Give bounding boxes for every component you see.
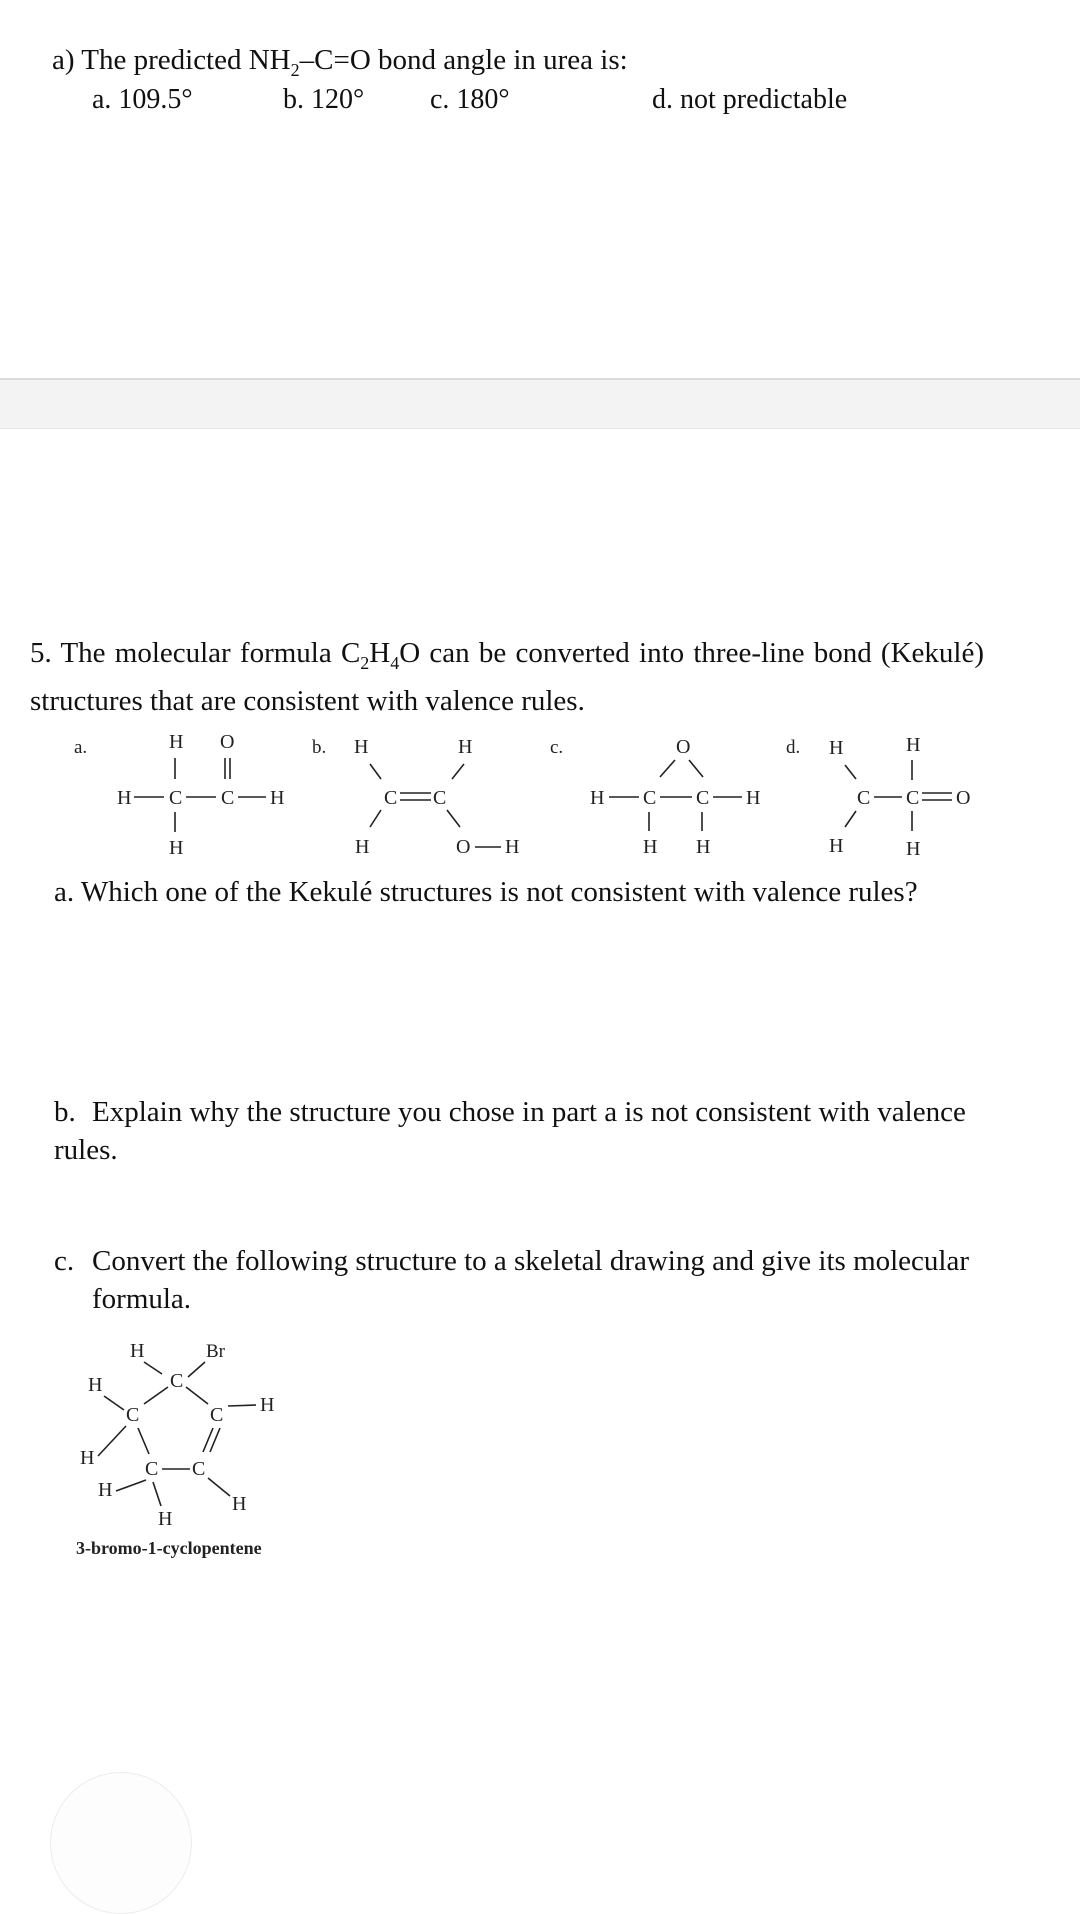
svg-text:C: C	[169, 787, 183, 809]
svg-text:C: C	[145, 1458, 159, 1480]
structure-caption: 3-bromo-1-cyclopentene	[76, 1538, 262, 1558]
bond	[144, 1362, 162, 1374]
structure-a	[74, 731, 284, 859]
question-5-intro: 5. The molecular formula $C_2H_4O$ can be converted into three-line bond (Kekulé) structures that are consistent with valence rules.	[30, 637, 984, 717]
svg-text:H: H	[696, 836, 711, 858]
svg-text:H: H	[829, 835, 844, 857]
bond	[228, 1405, 256, 1406]
part-c-question: c. Convert the following structure to a skeletal drawing and give its molecular formula.	[54, 1245, 970, 1315]
svg-text:Br: Br	[206, 1341, 225, 1362]
part-a-question: a. Which one of the Kekulé structures is not consistent with valence rules?	[54, 876, 918, 908]
bond	[660, 760, 675, 777]
svg-text:H: H	[643, 836, 658, 858]
svg-text:O: O	[220, 731, 235, 753]
bond	[452, 764, 464, 779]
svg-text:H: H	[354, 736, 369, 758]
structure-c	[550, 736, 760, 858]
svg-text:C: C	[210, 1404, 224, 1426]
svg-text:H: H	[130, 1340, 145, 1362]
bond	[186, 1387, 208, 1404]
svg-text:H: H	[169, 731, 184, 753]
structure-b-label: b.	[312, 737, 327, 758]
bond	[447, 810, 460, 827]
choice-d[interactable]: d. not predictable	[652, 84, 848, 115]
svg-text:H: H	[505, 836, 520, 858]
svg-text:C: C	[906, 787, 920, 809]
floating-action-button[interactable]	[50, 1772, 192, 1914]
structure-c-label: c.	[550, 737, 564, 758]
svg-text:H: H	[80, 1447, 95, 1469]
svg-text:C: C	[221, 787, 235, 809]
svg-text:H: H	[458, 736, 473, 758]
svg-text:C: C	[696, 787, 710, 809]
bond	[144, 1387, 168, 1404]
svg-text:C: C	[192, 1458, 206, 1480]
kekule-structures	[0, 720, 1080, 890]
part-b-question: b. Explain why the structure you chose in part a is not consistent with valence rules.	[54, 1096, 966, 1166]
svg-text:C: C	[857, 787, 871, 809]
svg-text:H: H	[590, 787, 605, 809]
bond	[138, 1428, 149, 1454]
bond	[845, 811, 856, 827]
svg-text:C: C	[126, 1404, 140, 1426]
section-divider	[0, 378, 1080, 429]
structure-b	[312, 736, 519, 858]
bond	[104, 1396, 124, 1410]
structure-d	[786, 734, 970, 860]
svg-text:C: C	[384, 787, 398, 809]
svg-text:H: H	[98, 1479, 113, 1501]
choice-a[interactable]: a. 109.5°	[92, 84, 193, 115]
bond	[845, 765, 856, 779]
svg-text:H: H	[88, 1374, 103, 1396]
question-a-stem: a) The predicted $NH_2-C=O$ bond angle in urea is:	[52, 44, 628, 80]
svg-text:H: H	[906, 734, 921, 756]
svg-text:H: H	[829, 737, 844, 759]
question-a-number: a)	[52, 44, 75, 76]
svg-text:C: C	[170, 1370, 184, 1392]
bond	[370, 810, 381, 827]
svg-text:H: H	[169, 837, 184, 859]
bond	[98, 1426, 126, 1456]
bond	[689, 760, 703, 777]
choice-b[interactable]: b. 120°	[283, 84, 365, 115]
svg-text:H: H	[355, 836, 370, 858]
cyclopentene-structure	[60, 1330, 320, 1560]
bond	[116, 1480, 146, 1491]
bond	[188, 1362, 205, 1377]
structure-d-label: d.	[786, 737, 801, 758]
svg-text:H: H	[232, 1493, 247, 1515]
svg-text:O: O	[676, 736, 691, 758]
svg-text:H: H	[158, 1508, 173, 1530]
svg-text:C: C	[643, 787, 657, 809]
svg-text:H: H	[117, 787, 132, 809]
svg-text:C: C	[433, 787, 447, 809]
svg-text:H: H	[260, 1394, 275, 1416]
svg-text:O: O	[956, 787, 971, 809]
svg-text:O: O	[456, 836, 471, 858]
bond	[208, 1478, 230, 1496]
bond	[370, 764, 381, 779]
choice-c[interactable]: c. 180°	[430, 84, 510, 115]
svg-text:H: H	[746, 787, 761, 809]
svg-text:H: H	[270, 787, 285, 809]
bond	[153, 1482, 161, 1506]
svg-text:H: H	[906, 838, 921, 860]
structure-a-label: a.	[74, 737, 88, 758]
